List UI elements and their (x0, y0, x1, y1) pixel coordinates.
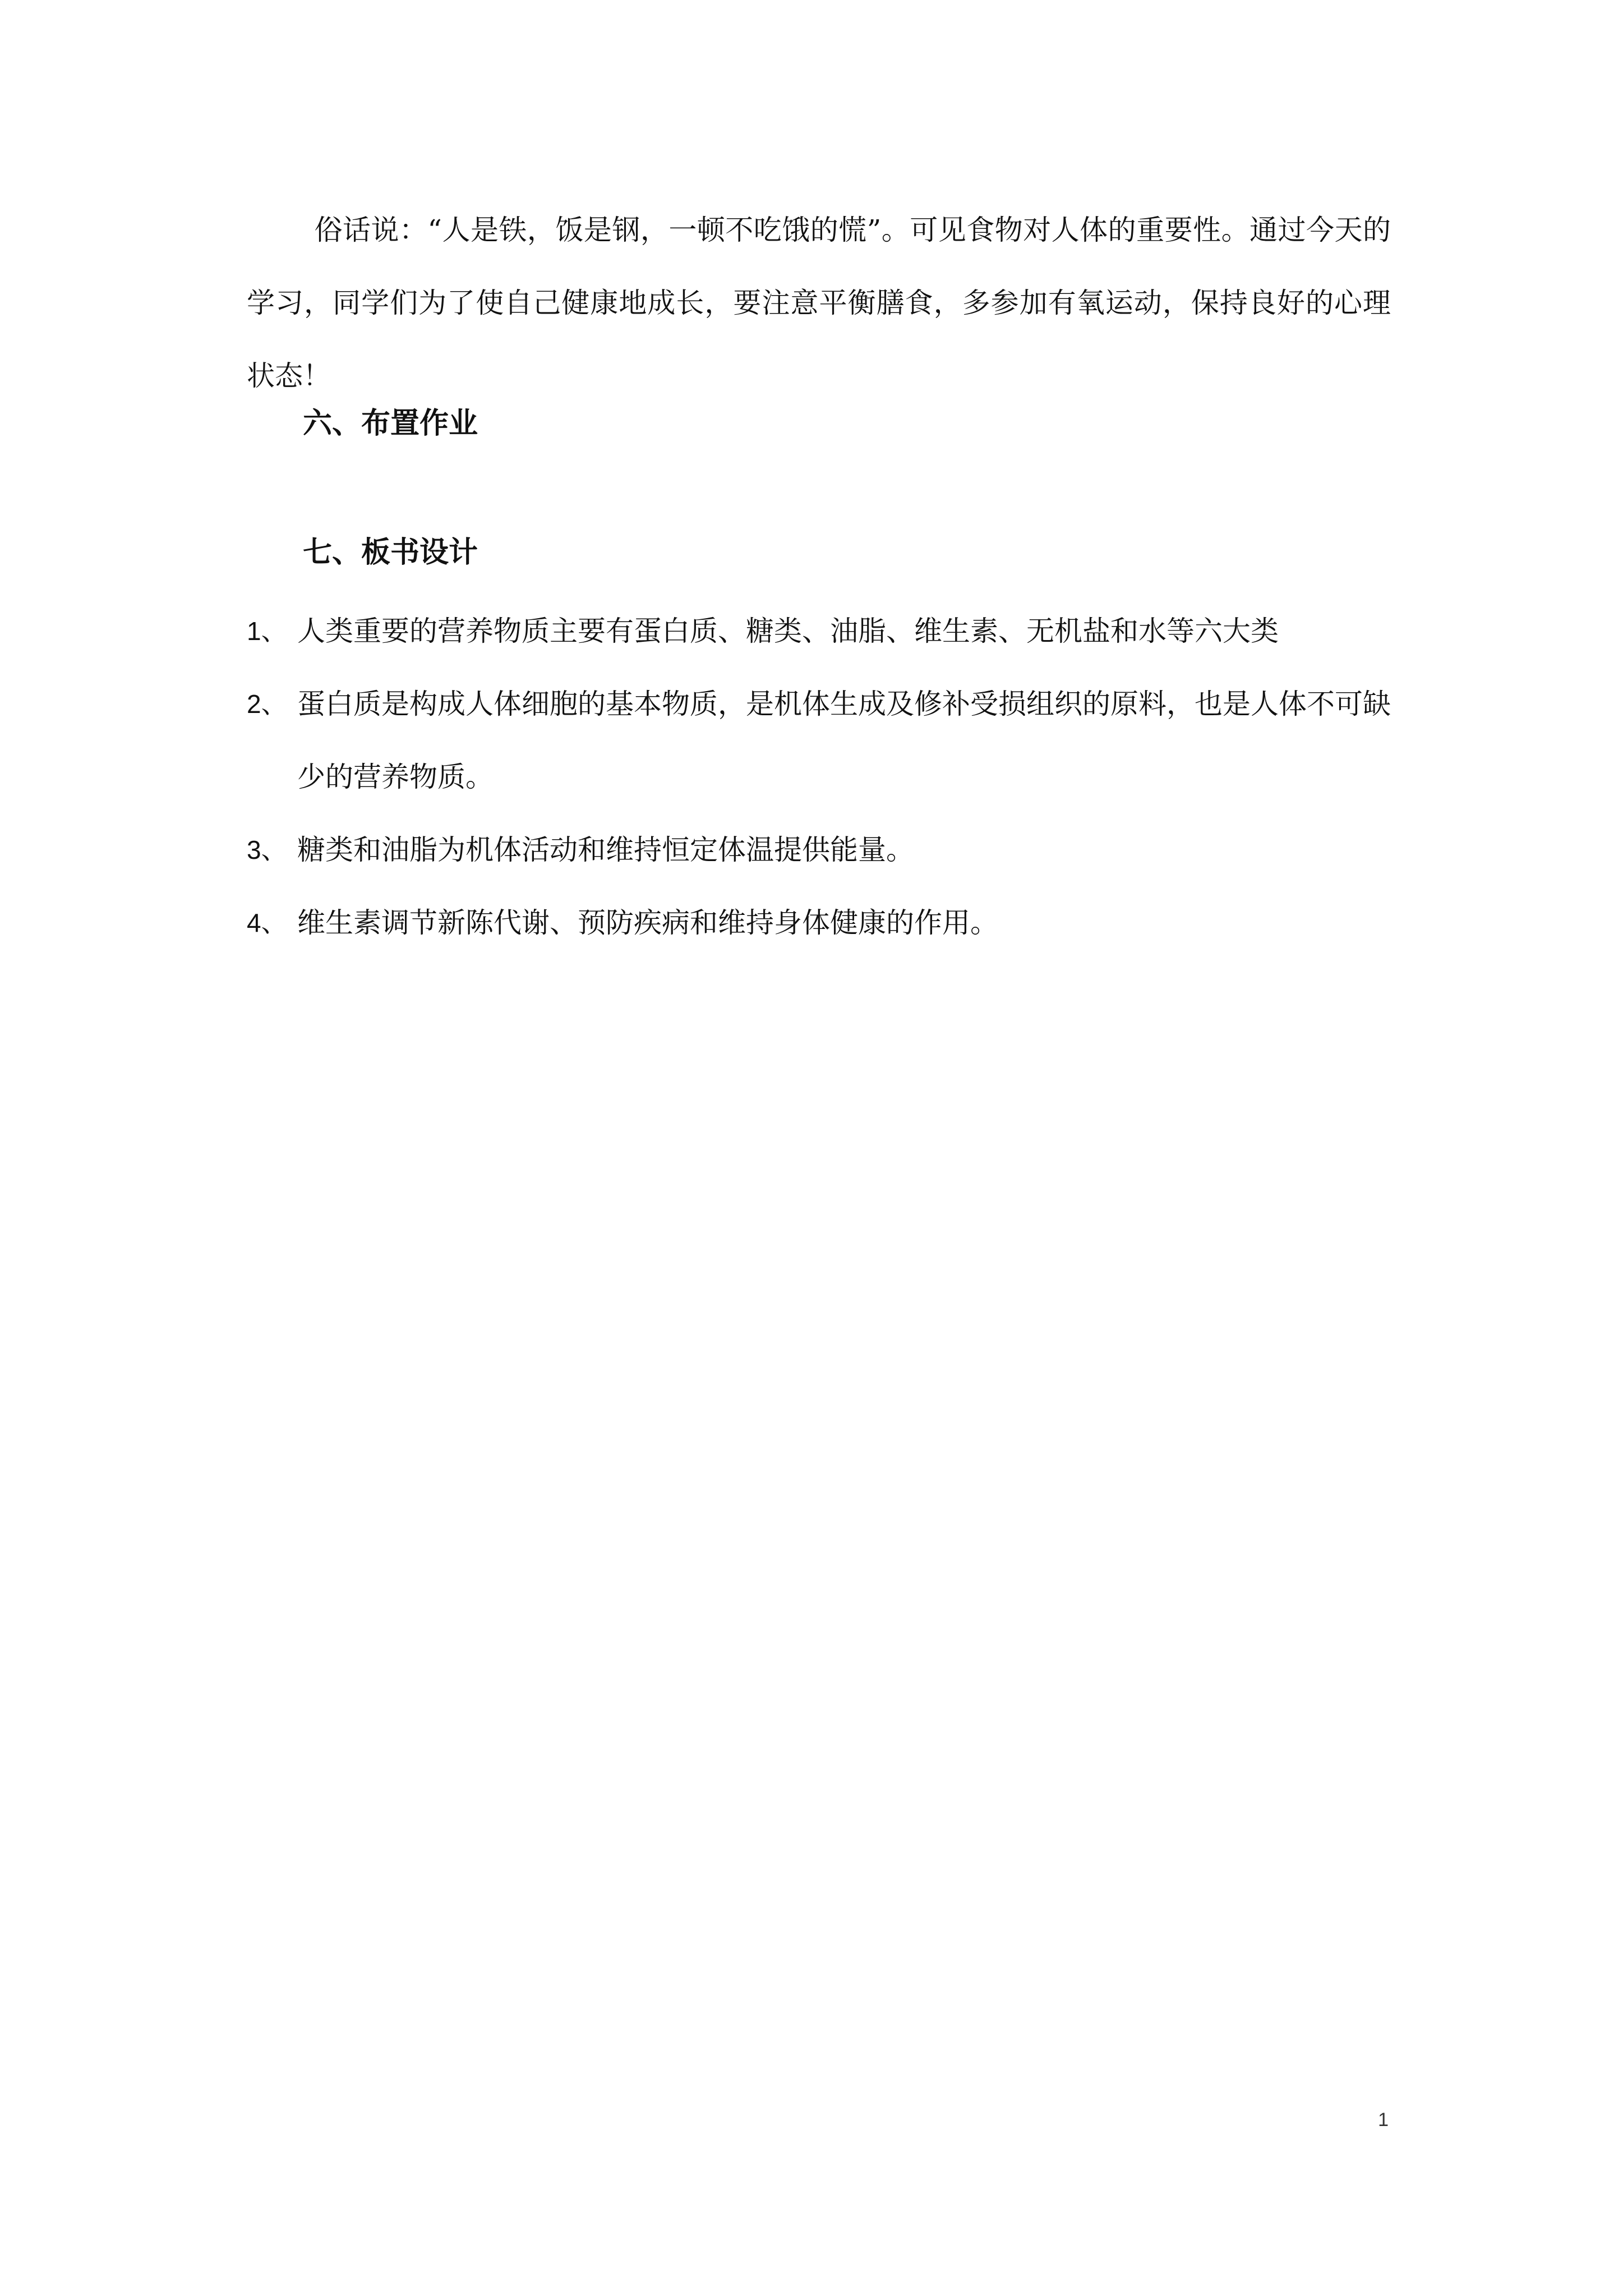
list-item-number: 1、 (247, 616, 287, 646)
intro-paragraph-text: 俗话说：“人是铁，饭是钢，一顿不吃饿的慌”。可见食物对人体的重要性。通过今天的学习，同学们为了使自己健康地成长，要注意平衡膳食，多参加有氧运动，保持良好的心理状态！ (247, 214, 1391, 392)
page-number: 1 (1378, 2109, 1389, 2131)
list-item-text: 蛋白质是构成人体细胞的基本物质，是机体生成及修补受损组织的原料，也是人体不可缺少的营养物质。 (297, 688, 1391, 793)
list-item-number: 3、 (247, 835, 287, 864)
list-item (247, 595, 1391, 668)
list-item-text: 糖类和油脂为机体活动和维持恒定体温提供能量。 (297, 834, 914, 866)
list-item-text: 人类重要的营养物质主要有蛋白质、糖类、油脂、维生素、无机盐和水等六大类 (297, 615, 1279, 647)
section-heading-homework: 六、布置作业 (303, 406, 478, 440)
section-heading-board-design: 七、板书设计 (303, 535, 478, 569)
list-item (247, 668, 1391, 813)
intro-paragraph (247, 194, 1391, 412)
list-item-number: 2、 (247, 689, 287, 719)
list-item (247, 813, 1391, 886)
board-design-list (247, 595, 1391, 959)
list-item (247, 886, 1391, 959)
list-item-text: 维生素调节新陈代谢、预防疾病和维持身体健康的作用。 (297, 907, 998, 939)
list-item-number: 4、 (247, 908, 287, 937)
